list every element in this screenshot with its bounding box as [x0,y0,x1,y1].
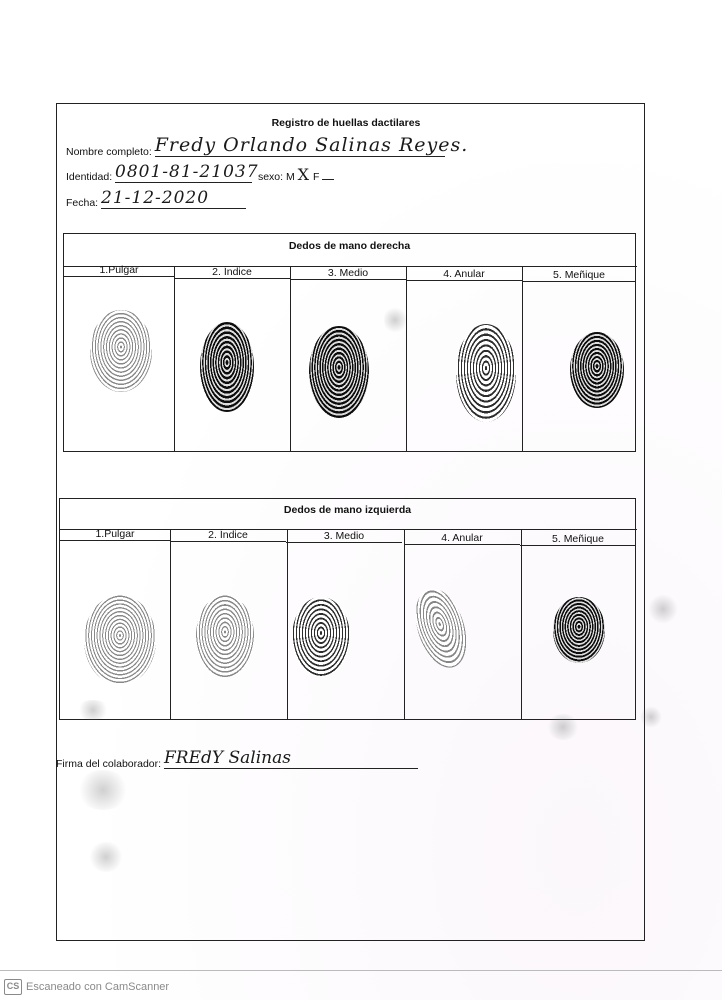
divider [406,266,407,452]
camscanner-logo-icon: CS [4,979,22,995]
form-title-text: Registro de huellas dactilares [271,117,421,129]
name-value: Fredy Orlando Salinas Reyes. [154,134,469,156]
ink-smudge [648,594,678,624]
fingerprint-left-thumb [84,595,156,685]
divider [404,529,405,719]
name-label: Nombre completo: [66,146,152,158]
ink-smudge [546,714,580,740]
name-row [66,134,469,161]
left-col-index: 2. Índice [170,529,286,542]
ink-smudge [640,706,662,728]
signature-value: FREdY Salinas [164,748,418,769]
right-col-index: 2. Índice [174,266,290,279]
left-col-pinky: 5. Meñique [520,533,636,546]
left-col-thumb: 1.Pulgar [60,528,170,541]
sex-female-label: F [312,171,320,183]
ink-smudge [88,842,124,872]
date-label: Fecha: [66,197,99,209]
fingerprint-left-pinky [553,597,605,663]
right-col-pinky: 5. Meñique [522,269,636,282]
divider [287,529,288,719]
scanner-footer [0,973,722,1000]
date-row [66,188,246,212]
ink-smudge [76,770,130,810]
fingerprint-left-middle [292,597,350,677]
sex-female-blank [322,179,334,180]
divider [170,529,171,719]
fingerprint-right-thumb [90,310,152,392]
fingerprint-right-ring [456,324,516,422]
fingerprint-right-pinky [570,332,624,408]
right-hand-title: Dedos de mano derecha [288,240,411,252]
divider [521,529,522,719]
id-label: Identidad: [66,171,113,183]
id-row [66,162,334,186]
right-col-middle: 3. Medio [290,267,406,280]
fingerprint-right-index [200,322,254,412]
signature-label: Firma del colaborador: [56,758,162,770]
divider [522,266,523,452]
scanner-footer-divider [0,970,722,971]
signature-row [56,748,418,773]
ink-smudge [76,700,110,720]
id-value: 0801-81-21037 [115,162,259,182]
left-col-ring: 4. Anular [404,532,520,545]
fingerprint-left-ring [406,582,475,674]
date-value: 21-12-2020 [101,188,246,209]
left-hand-section [59,498,636,720]
fingerprint-right-middle [309,326,369,418]
left-hand-title: Dedos de mano izquierda [283,504,412,516]
ink-smudge [384,306,406,334]
divider [290,266,291,452]
left-col-middle: 3. Medio [286,530,402,543]
form-title [0,117,722,129]
fingerprint-left-index [196,595,254,677]
right-hand-section [63,233,636,452]
right-col-thumb: 1.Pulgar [64,264,174,277]
divider [174,266,175,452]
sex-label: sexo: M [257,171,295,183]
right-col-ring: 4. Anular [406,268,522,281]
sex-mark: X [297,165,311,184]
scanner-footer-text: Escaneado con CamScanner [26,980,170,993]
